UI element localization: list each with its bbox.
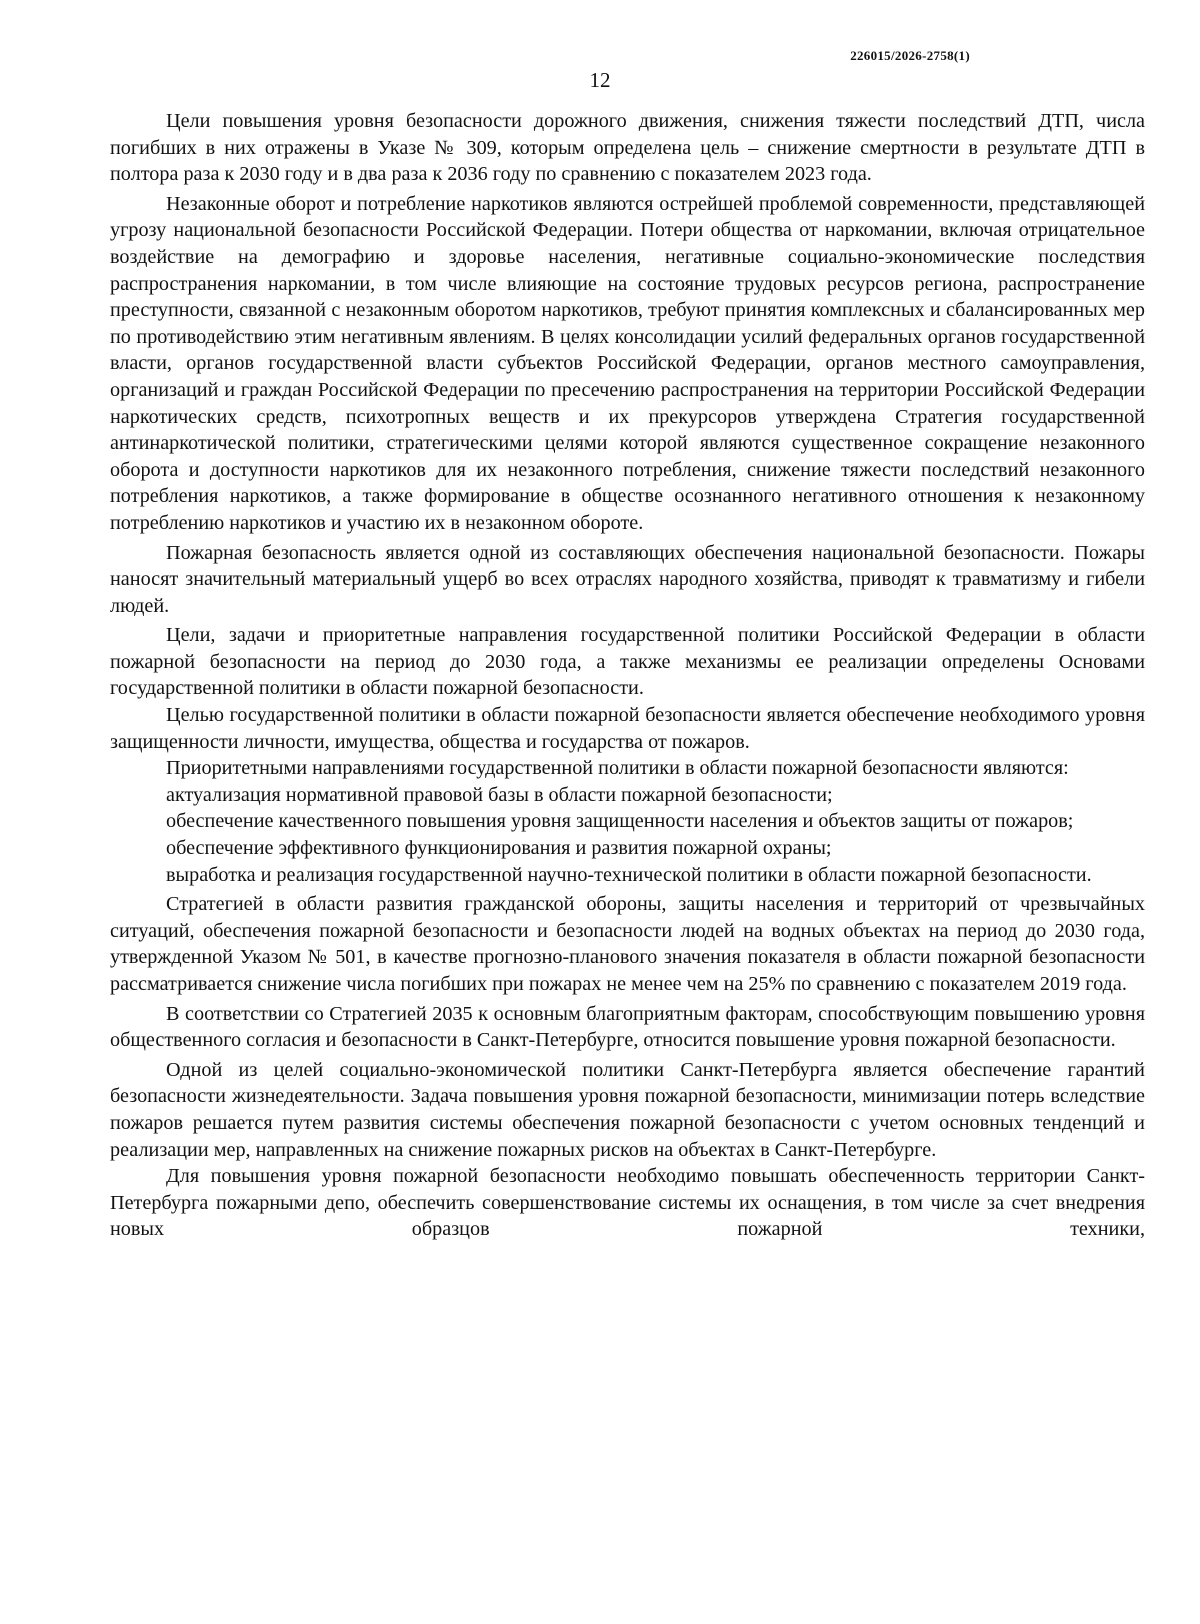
paragraph-spb-policy: Одной из целей социально-экономической политики Санкт-Петербурга является обеспечение гарантий безопасности жизнедеятельности. Задача повышения уровня пожарной безопасности, минимизации потерь вследствие пожаров решается путем развития системы обеспечения пожарной безопасности с учетом основных тенденций и реализации мер, направленных на снижение пожарных рисков на объектах в Санкт-Петербурге. bbox=[110, 1058, 1145, 1161]
paragraph-fire-safety-intro: Пожарная безопасность является одной из составляющих обеспечения национальной безопасности. Пожары наносят значительный материальный ущерб во всех отраслях народного хозяйства, приводят к травматизму и гибели людей. bbox=[110, 541, 1145, 617]
paragraph-priorities-heading: Приоритетными направлениями государственной политики в области пожарной безопасности являются: bbox=[166, 757, 1069, 780]
list-item: обеспечение эффективного функционирования и развития пожарной охраны; bbox=[166, 837, 832, 860]
paragraph-civil-defense-strategy: Стратегией в области развития гражданской обороны, защиты населения и территорий от чрезвычайных ситуаций, обеспечения пожарной безопасности и безопасности людей на водных объектах на период до 2030 года, утвержденной Указом № 501, в качестве прогнозно-планового значения показателя в области пожарной безопасности рассматривается снижение числа погибших при пожарах не менее чем на 25% по сравнению с показателем 2019 года. bbox=[110, 893, 1145, 995]
page-number: 12 bbox=[589, 68, 611, 92]
paragraph-road-safety: Цели повышения уровня безопасности дорожного движения, снижения тяжести последствий ДТП, числа погибших в них отражены в Указе № 309, которым определена цель – снижение смертности в результате ДТП в полтора раза к 2030 году и в два раза к 2036 году по сравнению с показателем 2023 года. bbox=[110, 110, 1145, 186]
list-item: выработка и реализация государственной научно-технической политики в области пожарной безопасности. bbox=[166, 863, 1092, 886]
paragraph-drugs: Незаконные оборот и потребление наркотиков являются острейшей проблемой современности, представляющей угрозу национальной безопасности Российской Федерации. Потери общества от наркомании, включая отрицательное воздействие на демографию и здоровье населения, негативные социально-экономические последствия распространения наркомании, в том числе влияющие на состояние трудовых ресурсов региона, распространение преступности, связанной с незаконным оборотом наркотиков, требуют принятия комплексных и сбалансированных мер по противодействию этим негативным явлениям. В целях консолидации усилий федеральных органов государственной власти, органов государственной власти субъектов Российской Федерации, органов местного самоуправления, организаций и граждан Российской Федерации по пресечению распространения на территории Российской Федерации наркотических средств, психотропных веществ и их прекурсоров утверждена Стратегия государственной антинаркотической политики, стратегическими целями которой являются существенное сокращение незаконного оборота и доступности наркотиков для их незаконного потребления, снижение тяжести последствий незаконного потребления наркотиков, а также формирование в обществе осознанного негативного отношения к незаконному потреблению наркотиков и участию их в незаконном обороте. bbox=[110, 192, 1145, 534]
paragraph-fire-depots: Для повышения уровня пожарной безопасности необходимо повышать обеспеченность территории Санкт-Петербурга пожарными депо, обеспечить совершенствование системы их оснащения, в том числе за счет внедрения новых образцов пожарной техники, bbox=[110, 1165, 1145, 1241]
paragraph-strategy-2035: В соответствии со Стратегией 2035 к основным благоприятным факторам, способствующим повышению уровня общественного согласия и безопасности в Санкт-Петербурге, относится повышение уровня пожарной безопасности. bbox=[110, 1002, 1145, 1052]
paragraph-fire-policy-goals: Цели, задачи и приоритетные направления государственной политики Российской Федерации в области пожарной безопасности на период до 2030 года, а также механизмы ее реализации определены Основами государственной политики в области пожарной безопасности. bbox=[110, 624, 1145, 700]
list-item: обеспечение качественного повышения уровня защищенности населения и объектов защиты от пожаров; bbox=[166, 810, 1074, 833]
document-body bbox=[110, 108, 1145, 1243]
list-item: актуализация нормативной правовой базы в области пожарной безопасности; bbox=[166, 783, 833, 806]
paragraph-fire-policy-aim: Целью государственной политики в области пожарной безопасности является обеспечение необходимого уровня защищенности личности, имущества, общества и государства от пожаров. bbox=[110, 704, 1145, 753]
document-id: 226015/2026-2758(1) bbox=[850, 48, 970, 63]
